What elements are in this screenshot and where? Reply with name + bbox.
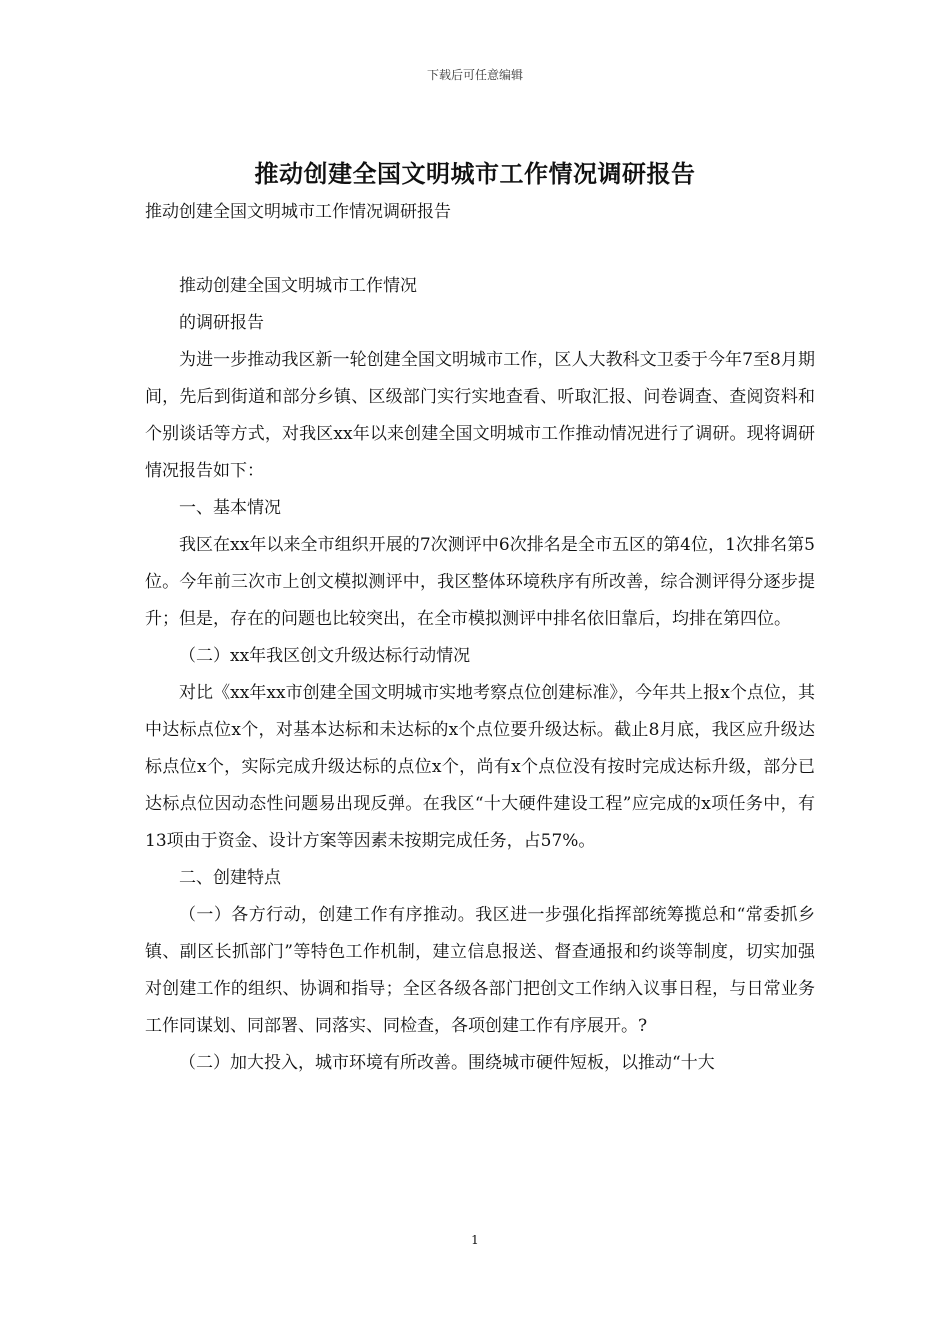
section-heading: （二）xx年我区创文升级达标行动情况	[179, 646, 471, 666]
section-heading: 一、基本情况	[179, 498, 281, 518]
paragraph: 的调研报告	[179, 313, 264, 333]
section-heading: 二、创建特点	[179, 868, 281, 888]
page-header: 下载后可任意编辑	[426, 68, 523, 82]
page-number: 1	[471, 1233, 479, 1247]
paragraph: 推动创建全国文明城市工作情况	[179, 276, 417, 296]
document-title: 推动创建全国文明城市工作情况调研报告	[254, 159, 696, 188]
paragraph: 我区在xx年以来全市组织开展的7次测评中6次排名是全市五区的第4位，1次排名第5位。今年前三次市上创文模拟测评中，我区整体环境秩序有所改善，综合测评得分逐步提升；但是，存在的问题也比较突出，在全市模拟测评中排名依旧靠后，均排在第四位。	[145, 535, 815, 629]
document-subtitle: 推动创建全国文明城市工作情况调研报告	[145, 202, 451, 222]
paragraph: 为进一步推动我区新一轮创建全国文明城市工作，区人大教科文卫委于今年7至8月期间，先后到街道和部分乡镇、区级部门实行实地查看、听取汇报、问卷调查、查阅资料和个别谈话等方式，对我区xx年以来创建全国文明城市工作推动情况进行了调研。现将调研情况报告如下：	[145, 350, 815, 481]
paragraph: 对比《xx年xx市创建全国文明城市实地考察点位创建标准》，今年共上报x个点位，其中达标点位x个，对基本达标和未达标的x个点位要升级达标。截止8月底，我区应升级达标点位x个，实际完成升级达标的点位x个，尚有x个点位没有按时完成达标升级，部分已达标点位因动态性问题易出现反弹。在我区“十大硬件建设工程”应完成的x项任务中，有13项由于资金、设计方案等因素未按期完成任务，占57%。	[145, 683, 815, 851]
document-body	[145, 268, 815, 1082]
paragraph: （一）各方行动，创建工作有序推动。我区进一步强化指挥部统筹揽总和“常委抓乡镇、副区长抓部门”等特色工作机制，建立信息报送、督查通报和约谈等制度，切实加强对创建工作的组织、协调和指导；全区各级各部门把创文工作纳入议事日程，与日常业务工作同谋划、同部署、同落实、同检查，各项创建工作有序展开。?	[145, 905, 815, 1036]
paragraph: （二）加大投入，城市环境有所改善。围绕城市硬件短板，以推动“十大	[179, 1053, 715, 1073]
